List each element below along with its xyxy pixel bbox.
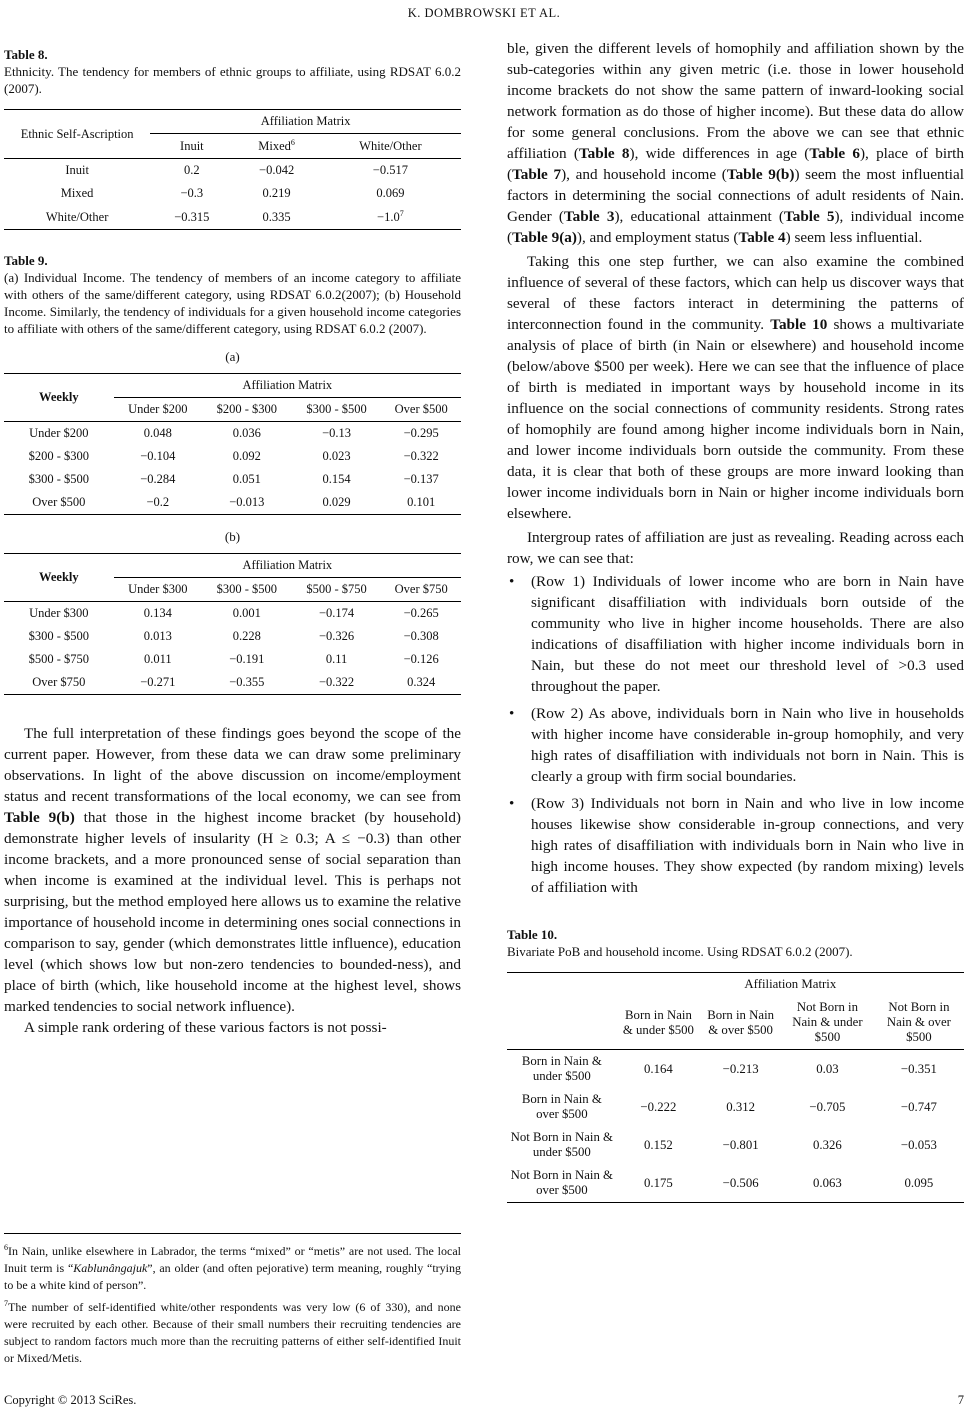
table-row: Under $300 0.134 0.001 −0.174 −0.265 [29,606,439,621]
table9a-label: (a) [225,349,240,365]
left-column [4,46,461,1038]
table-row: White/Other −0.315 0.335 $-1.0^7$ [4,205,461,230]
page-number: 7 [957,1393,964,1407]
running-head: K. DOMBROWSKI ET AL. [407,6,561,20]
table-row: $500 - $750 0.011 −0.191 0.11 −0.126 [28,652,439,667]
table-row: Mixed −0.3 0.219 0.069 [60,186,405,201]
right-paragraph-3: Intergroup rates of affiliation are just as revealing. Reading across each row, we can see that: [507,529,964,567]
table8-row-header: Ethnic Self-Ascription [4,110,150,159]
table8-matrix-label: Affiliation Matrix [150,110,461,134]
table10: Affiliation Matrix Born in Nain & under $500 Born in Nain & over $500 Not Born in Nain & under $500 Not Born in Nain & over $500 Born in Nain & under $500 0.164 −0.213 0.03 −0.351 Born in Nain & over $500 −0.222 0.312 −0.705 −0.747 Not Born in Nain & under $500 0.152 −0.801 0.326 −0.053 Not Born in Nain & over $500 0.175 −0.506 0.063 0.095 [507,972,964,1203]
left-paragraph-2: A simple rank ordering of these various factors is not possi- [24,1019,387,1037]
footnotes [4,1233,461,1367]
table-row: Inuit 0.2 −0.042 −0.517 [65,163,408,178]
right-paragraph-2: Taking this one step further, we can also examine the combined influence of several of these factors, which can help us discover ways that several of these factors interact in determining the patterns of interconnection found in the community. Table 10 shows a multivariate analysis of place of birth (in Nain or elsewhere) and household income (below/above $500 per week). Here we can see that the influence of place of birth is mediated in important ways by household income in its influence on the social connections of community residents. Strong rates of homophily are found among higher income individuals born in Nain, and lower income individuals born outside the community. From these data, it is clear that both of these groups are more inward looking than lower income individuals born in Nain or higher income individuals born elsewhere. [507,253,964,522]
list-item: • (Row 1) Individuals of lower income who are born in Nain have significant disaffiliation with individuals born outside of the community who live in higher income households. There are also indications of disaffiliation with higher income individuals born in Nain, but these do not meet our threshold level of >0.3 used throughout the paper. [509,573,964,695]
table-row: Over $500 −0.2 −0.013 0.029 0.101 [4,491,461,515]
list-item: • (Row 2) As above, individuals born in Nain who live in households with higher income have considerable in-group homophily, and very high rates of disaffiliation with individuals not born in Nain. This is clearly a group with firm social boundaries. [509,705,964,785]
list-item: • (Row 3) Individuals not born in Nain and who live in low income houses likewise show considerable in-group connections, and very high rates of disaffiliation with individuals born in Nain who live in high income houses. They show expected (by random mixing) levels of affiliation with [509,795,964,896]
table-row: $300 - $500 0.013 0.228 −0.326 −0.308 [28,629,439,644]
table10-caption: Bivariate PoB and household income. Using RDSAT 6.0.2 (2007). [507,944,853,959]
bullet-icon: • [509,795,515,812]
table-row: Under $200 0.048 0.036 −0.13 −0.295 [29,426,439,441]
table-row: Born in Nain & over $500 −0.222 0.312 −0.705 −0.747 [521,1092,937,1121]
table8-title: Table 8. [4,47,48,62]
footnote-6: $^6$In Nain, unlike elsewhere in Labrador, the terms “mixed” or “metis” are not used. The local Inuit term is “Kablunângajuk”, an older (and often pejorative) term meaning, roughly “trying to be a white kind of person”. [4,1243,462,1293]
bullet-icon: • [509,573,515,590]
left-paragraph-1: The full interpretation of these findings goes beyond the scope of the current paper. However, from these data we can draw some preliminary observations. In light of the above discussion on income/employment status and recent transformations of the local economy, we can see from Table 9(b) that those in the highest income bracket (by household) demonstrate higher levels of insularity (H ≥ 0.3; A ≤ −0.3) than other income brackets, and a more pronounced sense of social separation than when income is examined at the individual level. This is perhaps not surprising, but the method employed here allows us to examine the relative importance of household income in determining ones social connections in comparison to say, gender (which demonstrates little influence), education level (which shows low but non-zero tendencies to bounded-ness), and place of birth (which, like household income at the highest level, shows marked tendencies to social network influence). [4,725,461,1016]
right-paragraph-1: ble, given the different levels of homophily and affiliation shown by the sub-categories within any given metric (i.e. those in lower household income brackets do not show the same pattern of inward-looking social network formation as do those of higher income). But these data do allow for some general conclusions. From the above we can see that ethnic affiliation (Table 8), wide differences in age (Table 6), place of birth (Table 7), and household income (Table 9(b)) seem the most influential factors in determining the social connections of adult residents of Nain. Gender (Table 3), educational attainment (Table 5), individual income (Table 9(a)), and employment status (Table 4) seem less influential. [507,40,964,246]
footnote-7: $^7$The number of self-identified white/other respondents was very low (6 of 330), and none were recruited by each other. Because of their small numbers their recruiting tendencies are subject to random factors much more than the recruiting patterns of either self-identified Inuit or Mixed/Metis. [4,1298,461,1366]
table-row: Born in Nain & under $500 0.164 −0.213 0.03 −0.351 [521,1054,937,1083]
table8-caption: Ethnicity. The tendency for members of ethnic groups to affiliate, using RDSAT 6.0.2 (2007). [4,64,461,96]
table-row: $300 - $500 −0.284 0.051 0.154 −0.137 [28,472,439,487]
findings-list [507,571,964,898]
table9-title: Table 9. [4,253,48,269]
bullet-icon: • [509,705,515,722]
table-row: Not Born in Nain & under $500 0.152 −0.801 0.326 −0.053 [510,1130,937,1159]
table8-col: Mixed$^6$ [233,134,319,159]
table-row: Over $750 −0.271 −0.355 −0.322 0.324 [4,671,461,695]
table9b-label: (b) [224,529,241,545]
table10-title: Table 10. [507,927,558,942]
table8-col: Inuit [150,134,233,159]
table9b: Weekly Affiliation Matrix Under $300 $300 - $500 $500 - $750 Over $750 Under $300 0.134 0.001 −0.174 −0.265 $300 - $500 0.013 0.228 −0.326 −0.308 $500 - $750 0.011 −0.191 0.11 −0.126 Over $750 −0.271 −0.355 −0.322 0.324 [4,553,461,695]
table9a: Weekly Affiliation Matrix Under $200 $200 - $300 $300 - $500 Over $500 Under $200 0.048 0.036 −0.13 −0.295 $200 - $300 −0.104 0.092 0.023 −0.322 $300 - $500 −0.284 0.051 0.154 −0.137 Over $500 −0.2 −0.013 0.029 0.101 [4,373,461,515]
table-row: Not Born in Nain & over $500 0.175 −0.506 0.063 0.095 [507,1164,964,1203]
right-column [507,38,964,1217]
table-row: $200 - $300 −0.104 0.092 0.023 −0.322 [28,449,439,464]
table8 [4,109,461,230]
table8-col: White/Other [320,134,461,159]
footer-copyright: Copyright © 2013 SciRes. [4,1393,137,1407]
table9-caption: (a) Individual Income. The tendency of members of an income category to affiliate with others of the same/different category, using RDSAT 6.0.2(2007); (b) Household Income. Similarly, the tendency of individuals for a given household income categories to affiliate with others of the same/different category, using RDSAT 6.0.2 (2007). [4,270,461,337]
